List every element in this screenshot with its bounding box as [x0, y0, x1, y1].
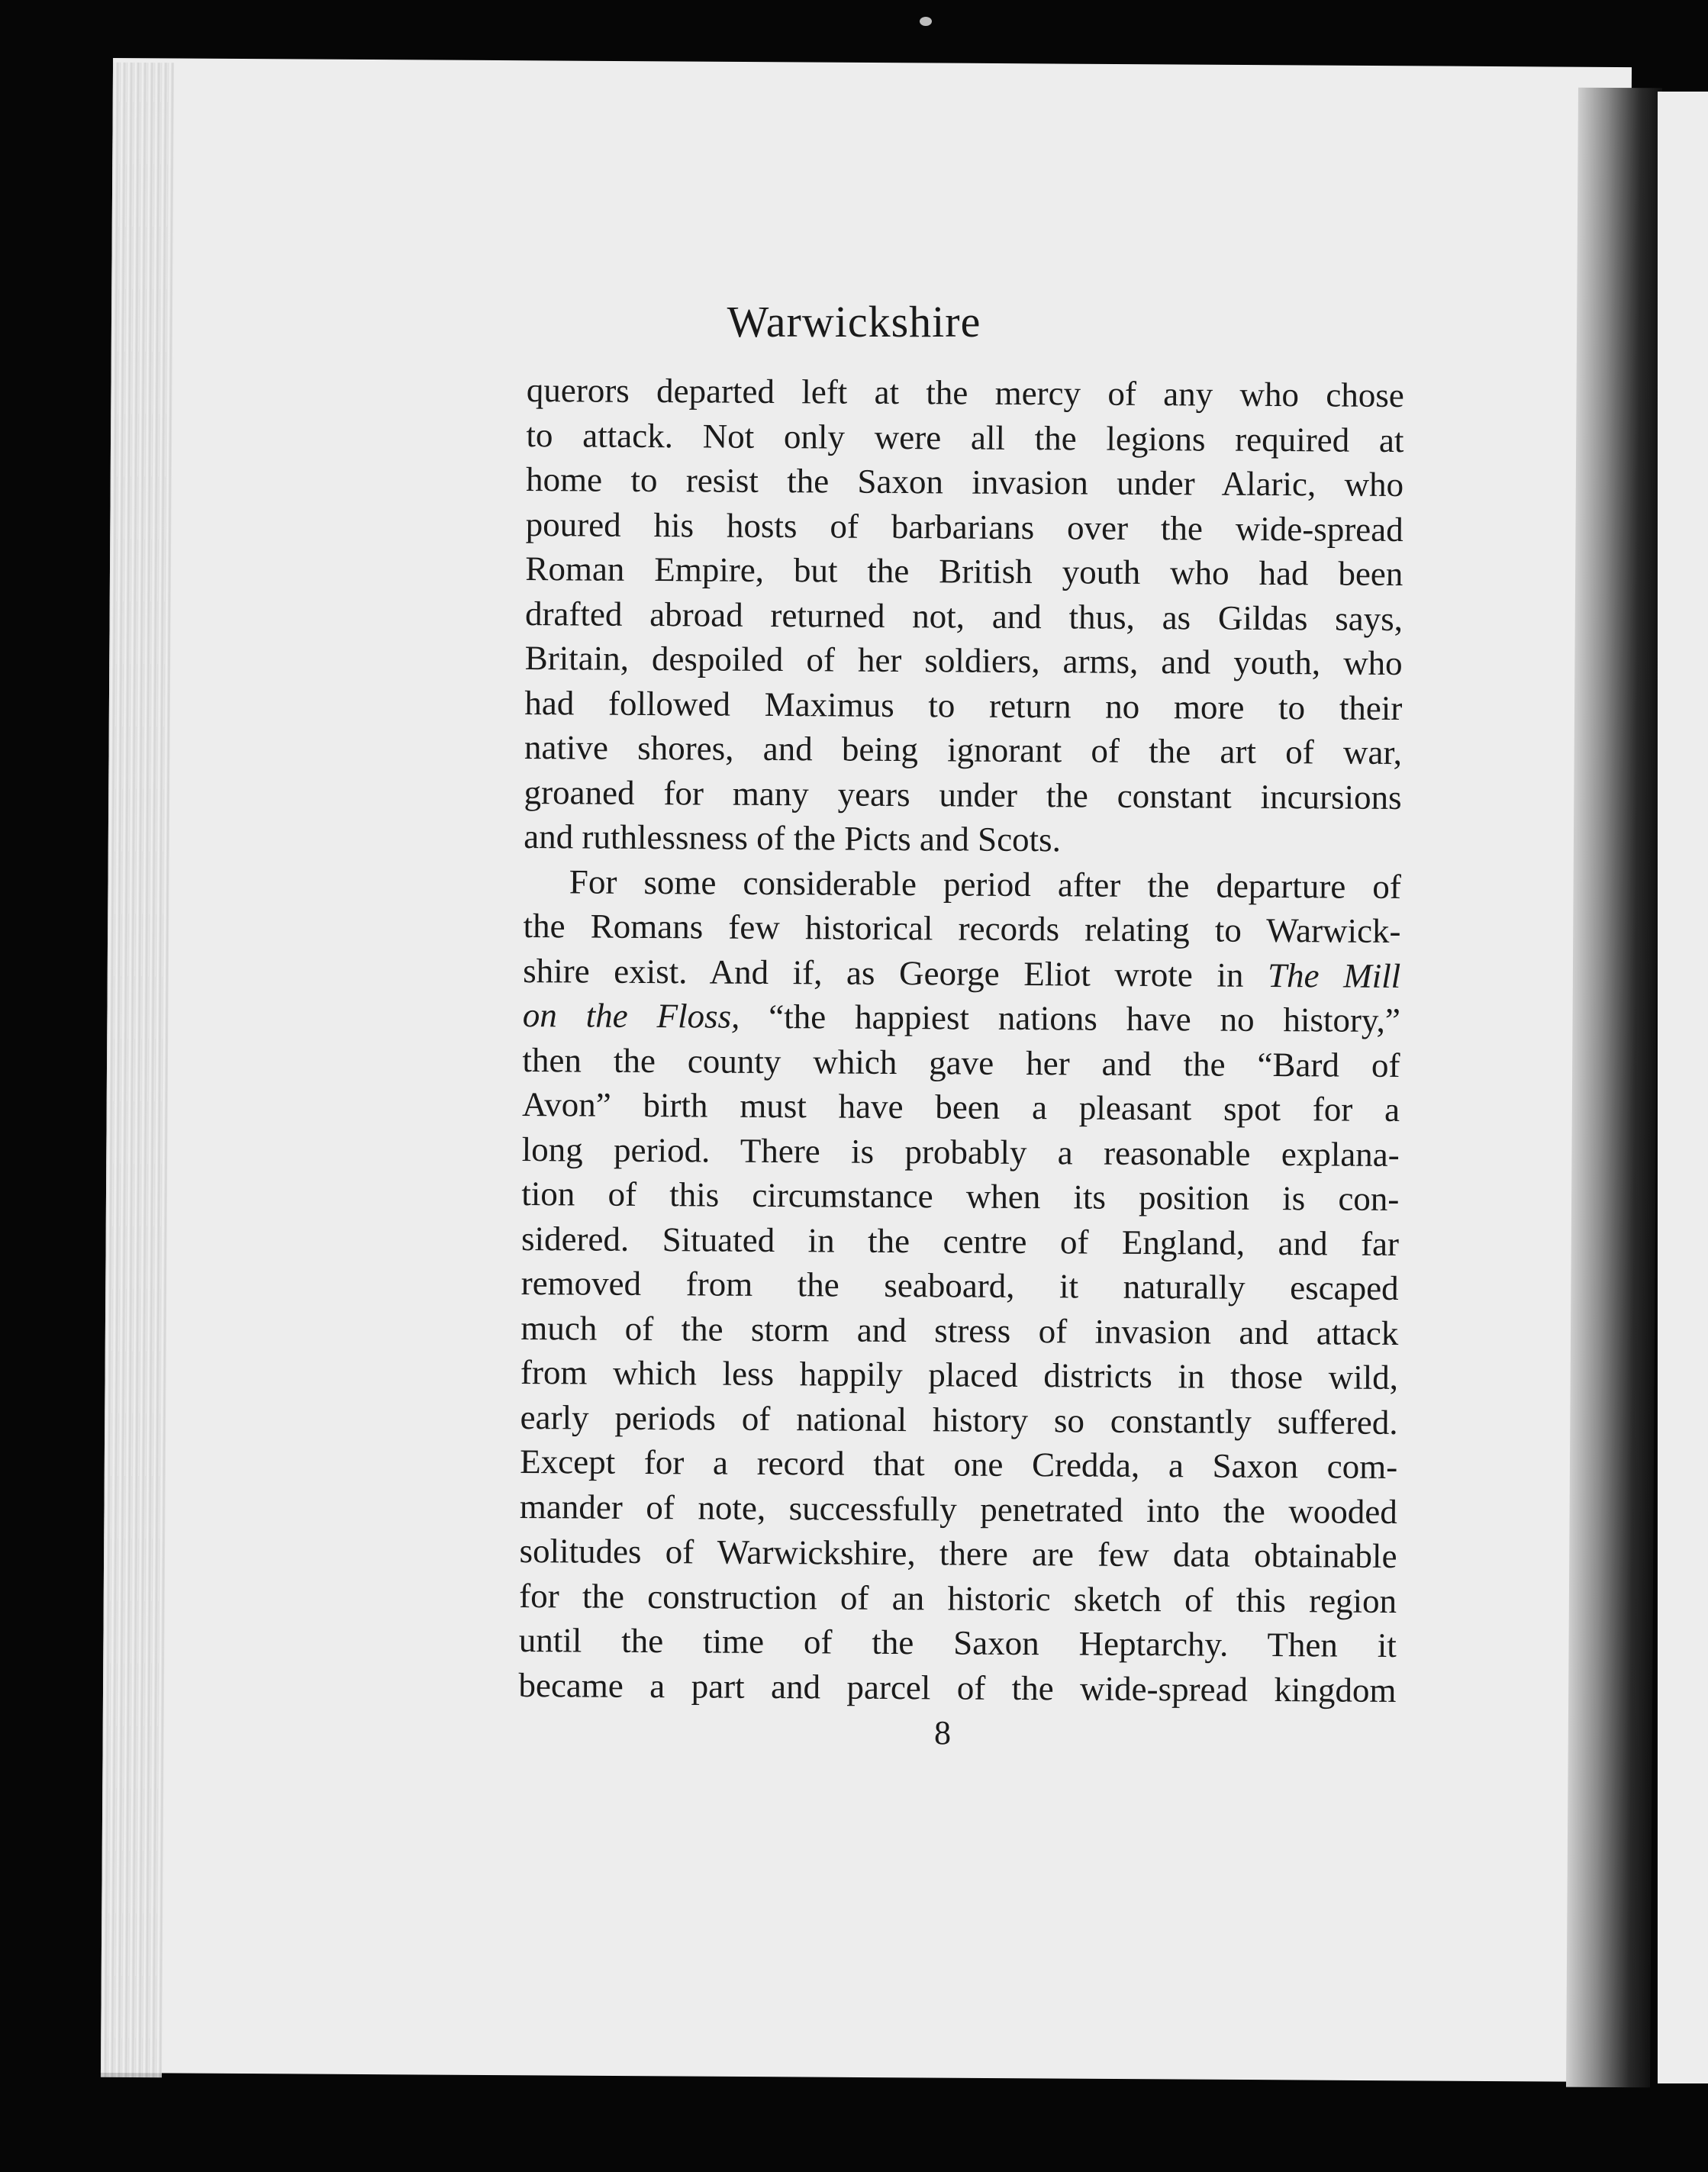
text-line: sidered. Situated in the centre of England, and far	[520, 1219, 1400, 1263]
text-line: had followed Maximus to return no more to their	[524, 683, 1403, 727]
text-line: tion of this circumstance when its position is con-	[521, 1174, 1400, 1219]
text-line: drafted abroad returned not, and thus, as Gildas says,	[524, 594, 1403, 638]
body-text	[518, 368, 1404, 1713]
text-line: until the time of the Saxon Heptarchy. Then it	[518, 1620, 1397, 1664]
page-fore-edge-shadow	[1566, 88, 1662, 2088]
book-title-italic: The Mill	[1267, 955, 1401, 995]
text-line: solitudes of Warwickshire, there are few data obtainable	[519, 1531, 1397, 1575]
text-run: “the happiest nations have no history,”	[769, 997, 1400, 1040]
page-number: 8	[934, 1714, 951, 1751]
text-line: For some considerable period after the departure of	[569, 862, 1402, 906]
text-line: for the construction of an historic sketch of this region	[519, 1576, 1397, 1620]
text-line: querors departed left at the mercy of any who chose	[526, 370, 1404, 415]
book-title-italic: on the Floss,	[522, 995, 740, 1036]
text-line: then the county which gave her and the “Bard of	[522, 1040, 1400, 1084]
text-line: removed from the seaboard, it naturally escaped	[520, 1263, 1399, 1308]
text-line: Roman Empire, but the British youth who had been	[525, 549, 1403, 594]
text-line: the Romans few historical records relating to Warwick-	[523, 906, 1401, 951]
text-line: poured his hosts of barbarians over the wide-spread	[525, 504, 1403, 549]
text-line: native shores, and being ignorant of the art of war,	[524, 727, 1403, 772]
text-line: and ruthlessness of the Picts and Scots.	[524, 817, 1062, 859]
text-line: to attack. Not only were all the legions required at	[526, 415, 1404, 459]
text-line: early periods of national history so constantly suffered.	[520, 1397, 1398, 1442]
running-head: Warwickshire	[727, 297, 981, 346]
text-line: mander of note, successfully penetrated into the wooded	[519, 1487, 1398, 1531]
dust-speck	[920, 17, 932, 26]
text-line: groaned for many years under the constant incursions	[524, 772, 1402, 817]
text-line: Britain, despoiled of her soldiers, arms, and youth, who	[524, 638, 1403, 683]
text-line: Except for a record that one Credda, a Saxon com-	[520, 1442, 1398, 1486]
text-line: became a part and parcel of the wide-spread kingdom	[518, 1665, 1397, 1710]
text-run: shire exist. And if, as George Eliot wrote in	[523, 951, 1244, 994]
facing-page-edge	[1658, 92, 1708, 2083]
text-line: long period. There is probably a reasonable explana-	[521, 1130, 1400, 1174]
text-line: much of the storm and stress of invasion and attack	[520, 1308, 1399, 1352]
text-line: Avon” birth must have been a pleasant spot for a	[521, 1084, 1400, 1130]
text-line	[523, 948, 1400, 998]
text-line	[523, 993, 1400, 1043]
text-line: home to resist the Saxon invasion under Alaric, who	[525, 459, 1404, 504]
text-line: from which less happily placed districts in those wild,	[520, 1352, 1399, 1397]
page-gutter-edge	[101, 63, 174, 2077]
